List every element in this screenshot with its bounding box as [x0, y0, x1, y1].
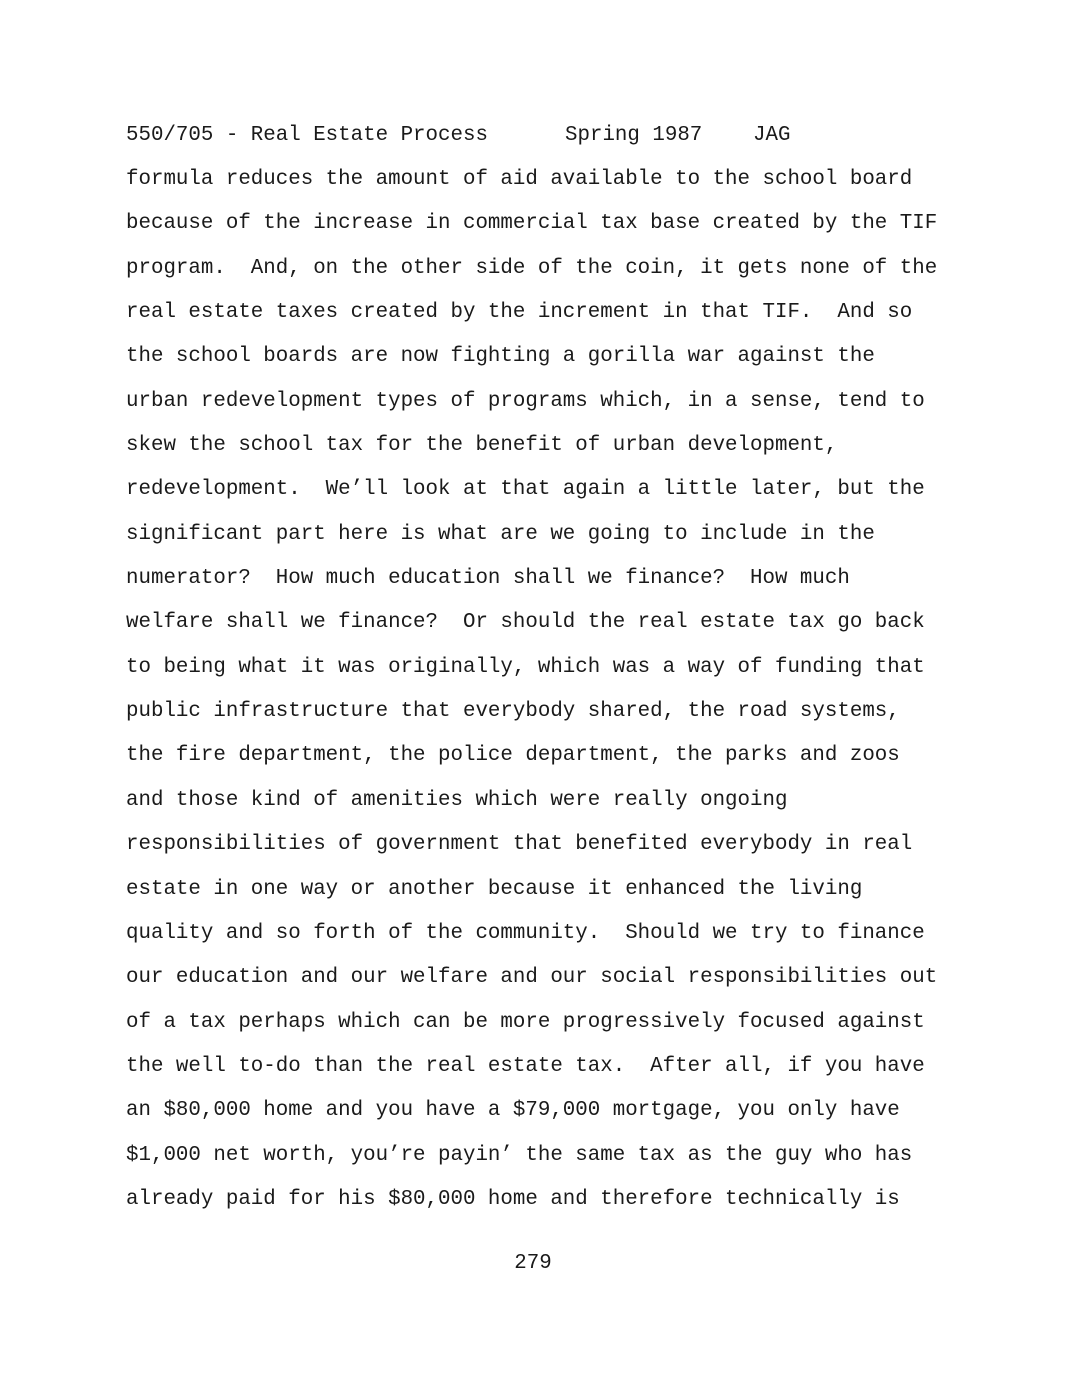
text-line: the fire department, the police department, the parks and zoos: [126, 744, 900, 768]
text-line: and those kind of amenities which were really ongoing: [126, 788, 788, 812]
header-initials: JAG: [753, 124, 791, 147]
text-line: numerator? How much education shall we finance? How much: [126, 567, 850, 591]
text-line: real estate taxes created by the increment in that TIF. And so: [126, 301, 913, 325]
text-line: the school boards are now fighting a gorilla war against the: [126, 345, 875, 369]
text-line: the well to-do than the real estate tax. After all, if you have: [126, 1054, 925, 1078]
text-line: $1,000 net worth, you’re payin’ the same tax as the guy who has: [126, 1143, 913, 1167]
text-line: because of the increase in commercial tax base created by the TIF: [126, 212, 938, 236]
header-course-title: 550/705 - Real Estate Process: [126, 124, 488, 147]
text-line: responsibilities of government that benefited everybody in real: [126, 833, 913, 857]
page-number: 279: [514, 1252, 552, 1275]
text-line: skew the school tax for the benefit of urban development,: [126, 434, 838, 458]
body-text: [126, 166, 937, 1230]
text-line: of a tax perhaps which can be more progressively focused against: [126, 1010, 925, 1034]
text-line: public infrastructure that everybody shared, the road systems,: [126, 700, 900, 724]
text-line: program. And, on the other side of the coin, it gets none of the: [126, 256, 938, 280]
text-line: redevelopment. We’ll look at that again a little later, but the: [126, 478, 925, 502]
text-line: significant part here is what are we going to include in the: [126, 522, 875, 546]
text-line: an $80,000 home and you have a $79,000 mortgage, you only have: [126, 1099, 900, 1123]
text-line: formula reduces the amount of aid available to the school board: [126, 168, 913, 191]
text-line: already paid for his $80,000 home and therefore technically is: [126, 1187, 900, 1211]
header-term: Spring 1987: [565, 124, 703, 147]
text-line: to being what it was originally, which was a way of funding that: [126, 655, 925, 679]
text-line: quality and so forth of the community. Should we try to finance: [126, 921, 925, 945]
text-line: estate in one way or another because it enhanced the living: [126, 877, 863, 901]
text-line: urban redevelopment types of programs which, in a sense, tend to: [126, 389, 925, 413]
text-line: our education and our welfare and our social responsibilities out: [126, 966, 938, 990]
text-line: welfare shall we finance? Or should the real estate tax go back: [126, 611, 925, 635]
